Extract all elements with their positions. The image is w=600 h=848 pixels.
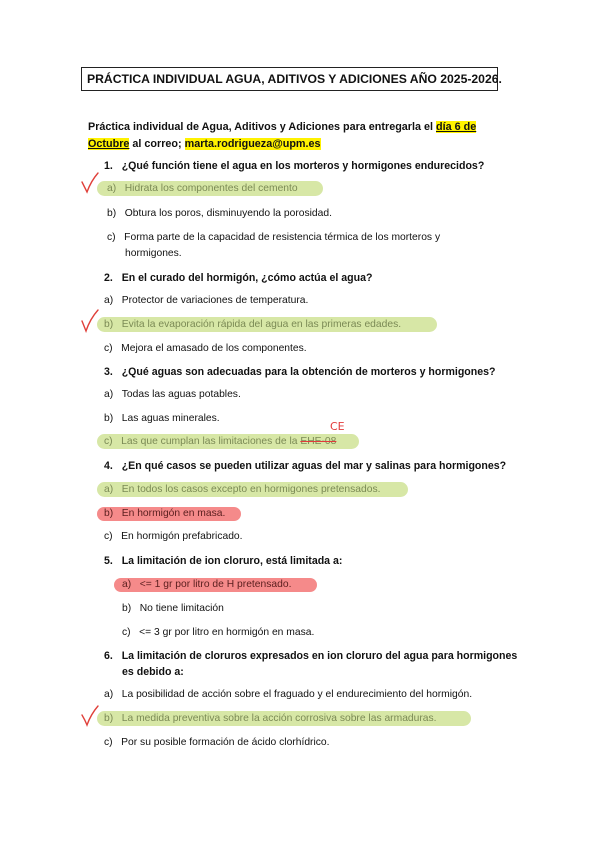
option-3a: a) Todas las aguas potables. [104, 389, 241, 400]
due-date: día 6 de Octubre [88, 121, 477, 150]
checkmark-icon [80, 705, 100, 727]
option-5c: c) <= 3 gr por litro en hormigón en masa. [122, 627, 315, 638]
handwritten-annotation: CE [330, 420, 345, 433]
option-6a: a) La posibilidad de acción sobre el fraguado y el endurecimiento del hormigón. [104, 689, 473, 700]
option-3c: c) Las que cumplan las limitaciones de la EHE-08 [104, 436, 337, 447]
question-4: 4. ¿En qué casos se pueden utilizar aguas del mar y salinas para hormigones? [104, 460, 507, 472]
option-5a: a) <= 1 gr por litro de H pretensado. [122, 579, 292, 590]
option-1c: c) Forma parte de la capacidad de resistencia térmica de los morteros y [107, 232, 441, 243]
intro-paragraph [88, 119, 508, 153]
option-2c: c) Mejora el amasado de los componentes. [104, 343, 307, 354]
intro-text: Práctica individual de Agua, Aditivos y Adiciones para entregarla el [88, 121, 437, 133]
option-1b: b) Obtura los poros, disminuyendo la porosidad. [107, 208, 332, 219]
option-4b: b) En hormigón en masa. [104, 508, 226, 519]
option-2a: a) Protector de variaciones de temperatura. [104, 295, 309, 306]
document-title: PRÁCTICA INDIVIDUAL AGUA, ADITIVOS Y ADICIONES AÑO 2025-2026. [81, 67, 498, 91]
option-6b: b) La medida preventiva sobre la acción corrosiva sobre las armaduras. [104, 713, 437, 724]
struck-reference: EHE-08 [300, 436, 337, 447]
email-address: marta.rodrigueza@upm.es [184, 138, 321, 150]
checkmark-icon [80, 309, 100, 333]
option-1a: a) Hidrata los componentes del cemento [107, 183, 298, 194]
option-3b: b) Las aguas minerales. [104, 413, 220, 424]
question-6-cont: es debido a: [122, 666, 184, 678]
question-5: 5. La limitación de ion cloruro, está limitada a: [104, 555, 343, 567]
option-4c: c) En hormigón prefabricado. [104, 531, 243, 542]
option-6c: c) Por su posible formación de ácido clorhídrico. [104, 737, 330, 748]
option-4a: a) En todos los casos excepto en hormigones pretensados. [104, 484, 381, 495]
checkmark-icon [80, 172, 100, 194]
option-5b: b) No tiene limitación [122, 603, 224, 614]
intro-text-2: al correo; [129, 138, 185, 150]
question-2: 2. En el curado del hormigón, ¿cómo actúa el agua? [104, 272, 373, 284]
option-2b: b) Evita la evaporación rápida del agua en las primeras edades. [104, 319, 402, 330]
question-6: 6. La limitación de cloruros expresados en ion cloruro del agua para hormigones [104, 650, 518, 662]
question-1: 1. ¿Qué función tiene el agua en los morteros y hormigones endurecidos? [104, 160, 485, 172]
option-1c-cont: hormigones. [125, 248, 182, 259]
question-3: 3. ¿Qué aguas son adecuadas para la obtención de morteros y hormigones? [104, 366, 496, 378]
